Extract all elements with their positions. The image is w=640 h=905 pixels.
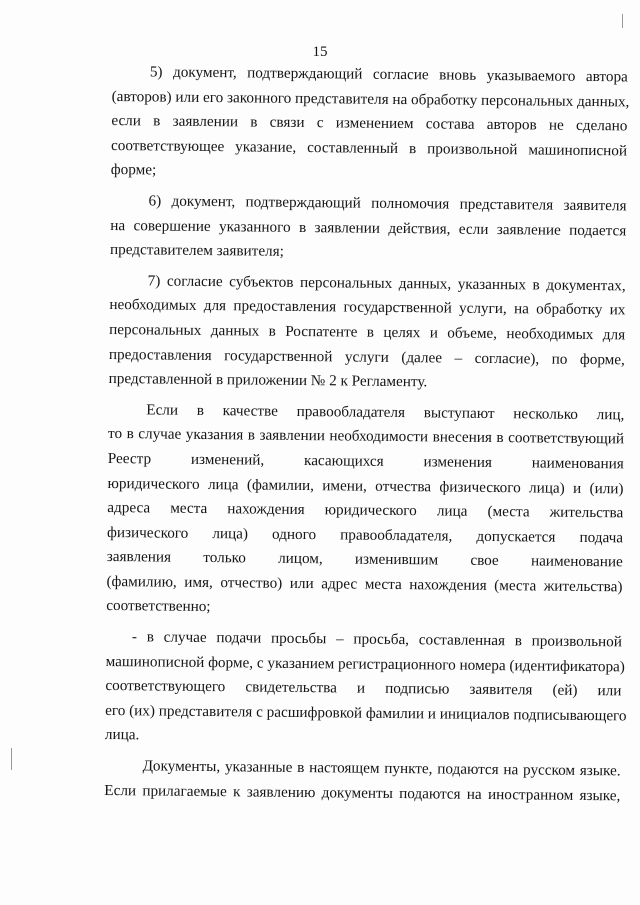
scan-artifact — [11, 748, 12, 770]
paragraph-item-7 — [109, 269, 626, 397]
document-body — [104, 60, 628, 815]
text-line: Если прилагаемые к заявлению документы подаются на иностранном языке, — [104, 781, 621, 804]
text-line: представителем заявителя; — [109, 241, 284, 260]
text-line: соответствующего свидетельства и подписью заявителя (ей) или — [105, 677, 622, 700]
text-line: 6) документ, подтверждающий полномочия представителя заявителя — [148, 192, 627, 215]
text-line: лица. — [104, 726, 140, 744]
text-line: (фамилию, имя, отчество) или адрес места нахождения (места жительства) — [106, 572, 623, 596]
text-line: юридического лица (фамилии, имени, отчества физического лица) и (или) — [107, 474, 624, 497]
text-line: физического лица) одного правообладателя, допускается подача — [106, 523, 624, 547]
text-line: Реестр изменений, касающихся изменения наименования — [107, 449, 624, 473]
text-line: предоставления государственной услуги (далее – согласие), по форме, — [108, 345, 625, 368]
text-line: Если в качестве правообладателя выступают несколько лиц, — [146, 401, 625, 424]
text-line: если в заявлении в связи с изменением состава авторов не сделано — [111, 112, 628, 135]
paragraph-item-5 — [111, 60, 628, 188]
paragraph-request — [104, 625, 627, 753]
text-line: персональных данных в Роспатенте в целях и объеме, необходимых для — [109, 320, 626, 344]
paragraph-item-6 — [110, 189, 627, 268]
text-line: заявления только лицом, изменившим свое наименование — [106, 548, 623, 571]
text-line: машинописной форме, с указанием регистрационного номера (идентификатора) — [105, 652, 625, 676]
text-line: 5) документ, подтверждающий согласие вновь указываемого автора — [149, 63, 628, 86]
text-line: его (их) представителя с расшифровкой фамилии и инициалов подписывающего — [105, 701, 627, 725]
scan-artifact — [622, 14, 623, 28]
page-number: 15 — [312, 44, 328, 60]
text-line: на совершение указанного в заявлении действия, если заявление подается — [110, 216, 627, 239]
paragraph-language — [104, 754, 620, 809]
text-line: - в случае подачи просьбы – просьба, составленная в произвольной — [131, 628, 623, 651]
text-line: представленной в приложении № 2 к Регламенту. — [108, 370, 428, 391]
text-line: соответствующее указание, составленный в произвольной машинописной — [111, 136, 628, 160]
paragraph-co-owners — [106, 398, 624, 625]
text-line: соответственно; — [106, 597, 211, 616]
text-line: Документы, указанные в настоящем пункте, подаются на русском языке. — [142, 757, 621, 780]
text-line: то в случае указания в заявлении необходимости внесения в соответствующий — [107, 425, 625, 448]
text-line: 7) согласие субъектов персональных данных, указанных в документах, — [147, 272, 626, 295]
text-line: форме; — [110, 161, 157, 179]
text-line: адреса места нахождения юридического лица (места жительства — [107, 499, 624, 522]
text-line: (авторов) или его законного представителя на обработку персональных данных, — [111, 87, 630, 111]
text-line: необходимых для предоставления государственной услуги, на обработку их — [109, 296, 626, 319]
